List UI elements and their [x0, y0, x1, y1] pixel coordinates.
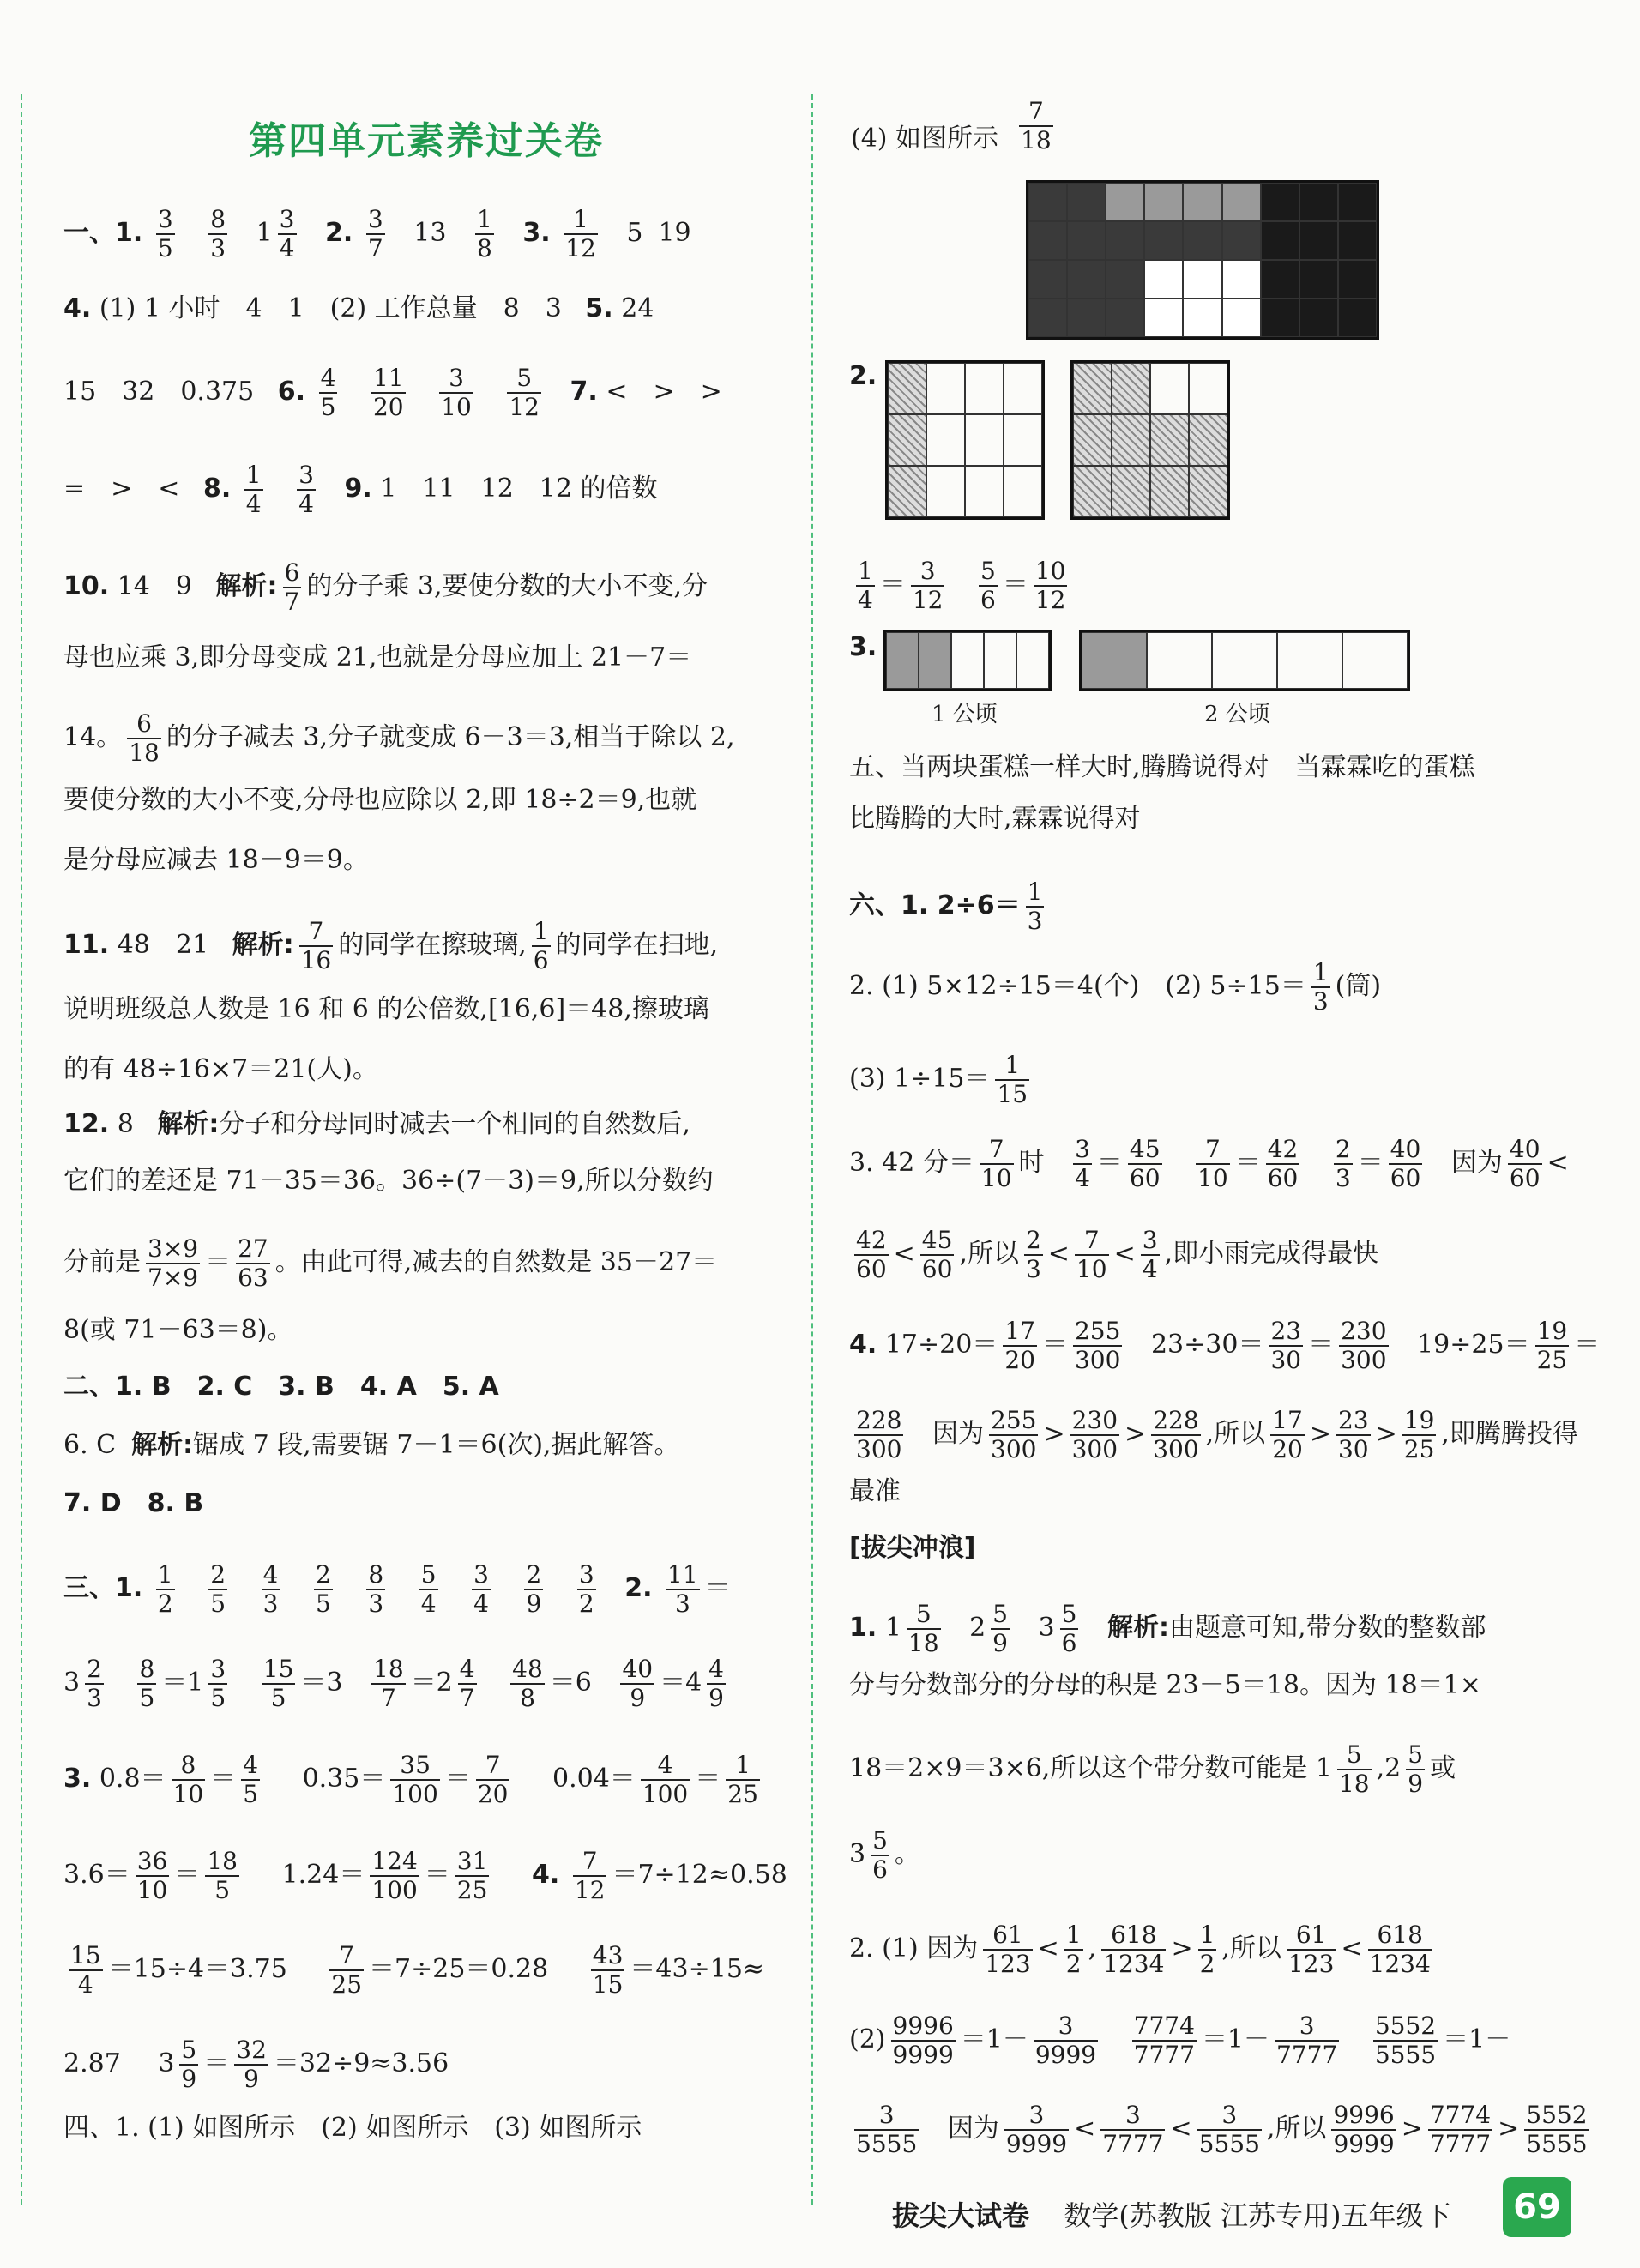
grid-cell [1222, 183, 1261, 221]
center-divider [811, 94, 813, 2205]
grid-cell [1183, 260, 1221, 299]
s6-line3: (3) 1÷15＝ $\frac{1}{15}$ [849, 1051, 1028, 1109]
q11-line1: 11. 48 21 解析: $\frac{7}{16}$ 的同学在擦玻璃, $\frac{1}{6}$ 的同学在扫地, [63, 917, 719, 975]
grid-cell [1150, 466, 1189, 517]
b2-line2: (2) $\frac{9996}{9999}$ ＝1－ $\frac{3}{9999}$ $\frac{7774}{7777}$ ＝1－ $\frac{3}{7777}$ $\frac{5552}{5555}$ ＝1－ [849, 2012, 1511, 2070]
page-number: 69 [1503, 2177, 1571, 2237]
grid-cell [965, 466, 1004, 517]
grid-cell [1004, 414, 1042, 466]
grid-cell [919, 632, 951, 689]
q10-line1: 10. 14 9 解析: $\frac{6}{7}$ 的分子乘 3,要使分数的大小不变,分 [63, 558, 708, 617]
s5-line1: 五、当两块蛋糕一样大时,腾腾说得对 当霖霖吃的蛋糕 [849, 752, 1475, 782]
b2-line1: 2. (1) 因为 $\frac{61}{123}$ < $\frac{1}{2}$ , $\frac{618}{1234}$ > $\frac{1}{2}$ ,所以 $\frac{61}{123}$ < $\frac{618}{1234}$ [849, 1921, 1431, 1979]
s2-line3: 7. D 8. B [63, 1488, 204, 1518]
grid-cell [965, 363, 1004, 414]
grid-cell [926, 363, 965, 414]
grid-cell [951, 632, 984, 689]
s3-line4: 3.6＝ $\frac{36}{10}$ ＝ $\frac{18}{5}$ 1.24＝ $\frac{124}{100}$ ＝ $\frac{31}{25}$ 4. $\frac{7}{12}$ ＝7÷12≈0.58 [63, 1847, 787, 1905]
s6-line1: 六、1. 2÷6＝ $\frac{1}{3}$ [849, 878, 1043, 936]
s3-line5: $\frac{15}{4}$ ＝15÷4＝3.75 $\frac{7}{25}$ ＝7÷25＝0.28 $\frac{43}{15}$ ＝43÷15≈ [70, 1941, 765, 2000]
grid-cell [1144, 183, 1183, 221]
grid-cell [1338, 260, 1377, 299]
q10-line5: 是分母应减去 18－9＝9。 [63, 845, 369, 875]
grid-cell [1028, 260, 1067, 299]
s6-line2: 2. (1) 5×12÷15＝4(个) (2) 5÷15＝ $\frac{1}{3}$ (筒) [849, 958, 1382, 1016]
grid-cell [888, 466, 926, 517]
s2-line2: 6. C 解析:锯成 7 段,需要锯 7－1＝6(次),据此解答。 [63, 1430, 680, 1460]
q12-line1: 12. 8 解析:分子和分母同时减去一个相同的自然数后, [63, 1109, 690, 1139]
r-q3-label: 3. [849, 632, 877, 662]
grid-cell [1222, 221, 1261, 260]
q12-line4: 8(或 71－63＝8)。 [63, 1315, 293, 1345]
s1-line1: 一、1. $\frac{3}{5}$ $\frac{8}{3}$ 1 $\frac{3}{4}$ 2. $\frac{3}{7}$ 13 $\frac{1}{8}$ 3. $\frac{1}{12}$ 5 19 [63, 205, 691, 263]
grid-cell [1028, 221, 1067, 260]
label-1-hectare: 1 公顷 [932, 702, 998, 727]
grid-cell [1144, 260, 1183, 299]
grid-cell [1073, 414, 1112, 466]
grid-5-6 [1070, 360, 1230, 520]
left-divider [21, 94, 22, 2205]
grid-cell [926, 466, 965, 517]
s2-line1: 二、1. B 2. C 3. B 4. A 5. A [63, 1372, 499, 1402]
grid-cell [1299, 260, 1338, 299]
grid-cell [886, 632, 919, 689]
q11-line3: 的有 48÷16×7＝21(人)。 [63, 1054, 378, 1084]
grid-cell [1183, 221, 1221, 260]
bajian-chonglang: [拔尖冲浪] [849, 1533, 976, 1563]
b1-line1: 1. 1 $\frac{5}{18}$ 2 $\frac{5}{9}$ 3 $\frac{5}{6}$ 解析:由题意可知,带分数的整数部 [849, 1600, 1486, 1658]
grid-cell [1261, 221, 1299, 260]
grid-cell [1261, 183, 1299, 221]
grid-cell [1338, 183, 1377, 221]
grid-cell [1106, 260, 1144, 299]
b1-line4: 3 $\frac{5}{6}$ 。 [849, 1826, 920, 1885]
r-q3-line2: $\frac{42}{60}$ < $\frac{45}{60}$ ,所以 $\frac{2}{3}$ < $\frac{7}{10}$ < $\frac{3}{4}$ ,即小雨完成得最快 [856, 1226, 1379, 1284]
grid-cell [1144, 221, 1183, 260]
grid-1-4 [885, 360, 1045, 520]
r-q4-line1: 4. 17÷20＝ $\frac{17}{20}$ ＝ $\frac{255}{300}$ 23÷30＝ $\frac{23}{30}$ ＝ $\frac{230}{300}$ 19÷25＝ $\frac{19}{25}$ ＝ [849, 1317, 1601, 1375]
grid-cell [1183, 183, 1221, 221]
s5-line2: 比腾腾的大时,霖霖说得对 [849, 804, 1141, 834]
bar-1-hectare [883, 630, 1052, 691]
s1-line3: 15 32 0.375 6. $\frac{4}{5}$ $\frac{11}{20}$ $\frac{3}{10}$ $\frac{5}{12}$ 7. < > > [63, 364, 722, 422]
grid-cell [1299, 221, 1338, 260]
grid-cell [1342, 632, 1408, 689]
grid-cell [1212, 632, 1277, 689]
grid-cell [888, 363, 926, 414]
r-q3-line1: 3. 42 分＝ $\frac{7}{10}$ 时 $\frac{3}{4}$ ＝ $\frac{45}{60}$ $\frac{7}{10}$ ＝ $\frac{42}{60}$ $\frac{2}{3}$ ＝ $\frac{40}{60}$ 因为 $\frac{40}{60}$ < [849, 1135, 1569, 1193]
grid-cell [1183, 299, 1221, 337]
s1-line4: = > < 8. $\frac{1}{4}$ $\frac{3}{4}$ 9. 1 11 12 12 的倍数 [63, 461, 658, 519]
s3-line3: 3. 0.8＝ $\frac{8}{10}$ ＝ $\frac{4}{5}$ 0.35＝ $\frac{35}{100}$ ＝ $\frac{7}{20}$ 0.04＝ $\frac{4}{100}$ ＝ $\frac{1}{25}$ [63, 1751, 758, 1809]
grid-cell [1338, 221, 1377, 260]
s1-line2: 4. (1) 1 小时 4 1 (2) 工作总量 8 3 5. 24 [63, 293, 654, 323]
grid-cell [1067, 183, 1106, 221]
grid-cell [926, 414, 965, 466]
r-q2-fracs: $\frac{1}{4}$ ＝ $\frac{3}{12}$ $\frac{5}{6}$ ＝ $\frac{10}{12}$ [858, 557, 1066, 615]
r-q4-line3: 最准 [849, 1476, 901, 1506]
grid-cell [1338, 299, 1377, 337]
s3-line6: 2.87 3 $\frac{5}{9}$ ＝ $\frac{32}{9}$ ＝32÷9≈3.56 [63, 2036, 449, 2094]
q10-line4: 要使分数的大小不变,分母也应除以 2,即 18÷2＝9,也就 [63, 785, 697, 815]
grid-cell [1277, 632, 1342, 689]
grid-cell [1067, 260, 1106, 299]
grid-cell [1150, 363, 1189, 414]
grid-cell [1073, 363, 1112, 414]
grid-cell [1189, 414, 1227, 466]
grid-cell [984, 632, 1016, 689]
q11-line2: 说明班级总人数是 16 和 6 的公倍数,[16,6]＝48,擦玻璃 [63, 994, 709, 1024]
grid-cell [888, 414, 926, 466]
grid-7-18 [1026, 180, 1379, 340]
grid-cell [1028, 183, 1067, 221]
r-q4-line: (4) 如图所示 $\frac{7}{18}$ [851, 97, 1052, 155]
grid-cell [1189, 466, 1227, 517]
b1-line2: 分与分数部分的分母的积是 23－5＝18。因为 18＝1× [849, 1670, 1481, 1700]
grid-cell [1073, 466, 1112, 517]
r-q4-line2: $\frac{228}{300}$ 因为 $\frac{255}{300}$ > $\frac{230}{300}$ > $\frac{228}{300}$ ,所以 $\frac{17}{20}$ > $\frac{23}{30}$ > $\frac{19}{25}$ ,即腾腾投得 [856, 1406, 1578, 1464]
section-title: 第四单元素养过关卷 [249, 119, 604, 163]
r-q2-label: 2. [849, 361, 877, 391]
q10-line2: 母也应乘 3,即分母变成 21,也就是分母应加上 21－7＝ [63, 642, 692, 673]
grid-cell [1112, 363, 1150, 414]
grid-cell [1261, 260, 1299, 299]
grid-cell [1016, 632, 1049, 689]
bar-2-hectare [1079, 630, 1410, 691]
grid-cell [1222, 260, 1261, 299]
grid-cell [1106, 183, 1144, 221]
grid-cell [1144, 299, 1183, 337]
q10-line3: 14。 $\frac{6}{18}$ 的分子减去 3,分子就变成 6－3＝3,相当于除以 2, [63, 709, 735, 768]
grid-cell [1067, 299, 1106, 337]
grid-cell [1106, 221, 1144, 260]
s3-line2: 3 $\frac{2}{3}$ $\frac{8}{5}$ ＝1 $\frac{3}{5}$ $\frac{15}{5}$ ＝3 $\frac{18}{7}$ ＝2 $\frac{4}{7}$ $\frac{48}{8}$ ＝6 $\frac{40}{9}$ ＝4 $\frac{4}{9}$ [63, 1655, 724, 1713]
q12-line2: 它们的差还是 71－35＝36。36÷(7－3)＝9,所以分数约 [63, 1166, 714, 1196]
grid-cell [1067, 221, 1106, 260]
grid-cell [1082, 632, 1147, 689]
grid-cell [1299, 299, 1338, 337]
footer: 拔尖大试卷 数学(苏教版 江苏专用)五年级下 [892, 2199, 1451, 2232]
b1-line3: 18＝2×9＝3×6,所以这个带分数可能是 1 $\frac{5}{18}$ ,2 $\frac{5}{9}$ 或 [849, 1740, 1456, 1799]
grid-cell [1112, 414, 1150, 466]
grid-cell [965, 414, 1004, 466]
grid-cell [1004, 363, 1042, 414]
grid-cell [1222, 299, 1261, 337]
b2-line3: $\frac{3}{5555}$ 因为 $\frac{3}{9999}$ < $\frac{3}{7777}$ < $\frac{3}{5555}$ ,所以 $\frac{9996}{9999}$ > $\frac{7774}{7777}$ > $\frac{5552}{5555}$ [856, 2101, 1588, 2159]
q12-line3: 分前是 $\frac{3\times 9}{7\times 9}$ ＝ $\frac{27}{63}$ 。由此可得,减去的自然数是 35－27＝ [63, 1234, 718, 1293]
s3-line1: 三、1. $\frac{1}{2}$ $\frac{2}{5}$ $\frac{4}{3}$ $\frac{2}{5}$ $\frac{8}{3}$ $\frac{5}{4}$ $\frac{3}{4}$ $\frac{2}{9}$ $\frac{3}{2}$ 2. $\frac{11}{3}$ ＝ [63, 1560, 731, 1619]
grid-cell [1150, 414, 1189, 466]
grid-cell [1261, 299, 1299, 337]
label-2-hectare: 2 公顷 [1204, 702, 1270, 727]
grid-cell [1147, 632, 1212, 689]
grid-cell [1028, 299, 1067, 337]
grid-cell [1106, 299, 1144, 337]
grid-cell [1004, 466, 1042, 517]
s4-line1: 四、1. (1) 如图所示 (2) 如图所示 (3) 如图所示 [63, 2113, 642, 2143]
grid-cell [1299, 183, 1338, 221]
grid-cell [1189, 363, 1227, 414]
grid-cell [1112, 466, 1150, 517]
